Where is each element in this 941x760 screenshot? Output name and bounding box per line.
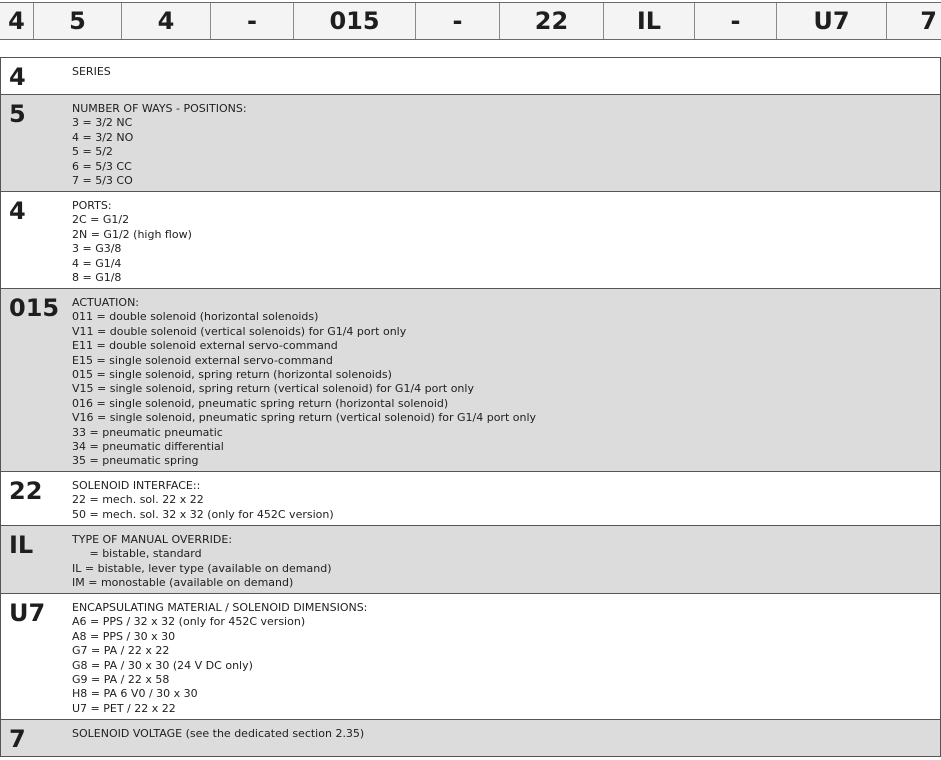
row-title: SOLENOID VOLTAGE (see the dedicated section 2.35): [72, 727, 365, 740]
option-line: U7 = PET / 22 x 22: [72, 701, 176, 715]
option-line: 22 = mech. sol. 22 x 22: [72, 493, 204, 507]
table-row-override: [1, 526, 940, 594]
row-code: 4: [9, 197, 26, 225]
code-actuation: 015: [293, 3, 415, 39]
row-description: [72, 727, 364, 741]
row-code: 4: [9, 63, 26, 91]
table-row-series: [1, 58, 940, 95]
option-line: 8 = G1/8: [72, 271, 122, 285]
row-description: [72, 102, 247, 188]
option-line: V11 = double solenoid (vertical solenoids) for G1/4 port only: [72, 324, 407, 338]
option-line: A6 = PPS / 32 x 32 (only for 452C version): [72, 615, 306, 629]
row-description: [72, 533, 331, 591]
code-override: IL: [603, 3, 694, 39]
code-series: 4: [8, 7, 25, 35]
table-row-material: [1, 594, 940, 720]
option-line: 34 = pneumatic differential: [72, 440, 224, 454]
option-line: 015 = single solenoid, spring return (horizontal solenoids): [72, 368, 392, 382]
option-line: A8 = PPS / 30 x 30: [72, 629, 176, 643]
row-code: 7: [9, 725, 26, 753]
option-line: 4 = 3/2 NO: [72, 130, 134, 144]
table-row-actuation: [1, 289, 940, 472]
option-line: 33 = pneumatic pneumatic: [72, 425, 223, 439]
option-line: 3 = G3/8: [72, 242, 122, 256]
code-separator: -: [694, 3, 776, 39]
option-line: 50 = mech. sol. 32 x 32 (only for 452C version): [72, 507, 334, 521]
row-code: U7: [9, 599, 46, 627]
option-line: V16 = single solenoid, pneumatic spring return (vertical solenoid) for G1/4 port only: [72, 411, 537, 425]
row-description: [72, 296, 536, 469]
option-line: IL = bistable, lever type (available on demand): [72, 561, 332, 575]
option-line: V15 = single solenoid, spring return (vertical solenoid) for G1/4 port only: [72, 382, 474, 396]
option-line: 6 = 5/3 CC: [72, 159, 132, 173]
row-title: SERIES: [72, 65, 111, 78]
option-line: 35 = pneumatic spring: [72, 454, 199, 468]
ordering-code-bar: [0, 2, 941, 40]
code-material: U7: [776, 3, 886, 39]
option-line: E11 = double solenoid external servo-command: [72, 339, 338, 353]
option-line: G7 = PA / 22 x 22: [72, 644, 170, 658]
option-line: 2N = G1/2 (high flow): [72, 227, 192, 241]
code-interface: 22: [499, 3, 603, 39]
code-separator: -: [210, 3, 293, 39]
table-row-voltage: [1, 720, 940, 757]
option-line: 016 = single solenoid, pneumatic spring return (horizontal solenoid): [72, 396, 449, 410]
row-description: [72, 199, 192, 285]
option-line: 4 = G1/4: [72, 256, 122, 270]
code-ways: 5: [33, 3, 121, 39]
option-line: H8 = PA 6 V0 / 30 x 30: [72, 687, 198, 701]
code-separator: -: [415, 3, 499, 39]
row-title: SOLENOID INTERFACE::: [72, 479, 201, 492]
code-explanation-table: [0, 57, 941, 757]
row-description: [72, 479, 334, 522]
option-line: E15 = single solenoid external servo-command: [72, 353, 333, 367]
table-row-interface: [1, 472, 940, 526]
option-line: 7 = 5/3 CO: [72, 174, 133, 188]
option-line: 011 = double solenoid (horizontal solenoids): [72, 310, 319, 324]
code-voltage: 7: [886, 3, 941, 39]
row-code: IL: [9, 531, 34, 559]
row-code: 22: [9, 477, 43, 505]
option-line: 2C = G1/2: [72, 213, 130, 227]
row-code: 5: [9, 100, 26, 128]
option-line: G9 = PA / 22 x 58: [72, 673, 170, 687]
option-line: 5 = 5/2: [72, 145, 113, 159]
table-row-ways: [1, 95, 940, 192]
option-line: G8 = PA / 30 x 30 (24 V DC only): [72, 658, 253, 672]
option-line: 3 = 3/2 NC: [72, 116, 133, 130]
row-description: [72, 65, 111, 79]
option-line: = bistable, standard: [72, 547, 202, 561]
option-line: IM = monostable (available on demand): [72, 576, 294, 590]
code-ports: 4: [121, 3, 210, 39]
row-title: NUMBER OF WAYS - POSITIONS:: [72, 102, 247, 115]
row-title: ENCAPSULATING MATERIAL / SOLENOID DIMENSIONS:: [72, 601, 368, 614]
row-title: PORTS:: [72, 199, 112, 212]
row-description: [72, 601, 367, 716]
row-code: 015: [9, 294, 60, 322]
row-title: TYPE OF MANUAL OVERRIDE:: [72, 533, 233, 546]
table-row-ports: [1, 192, 940, 289]
row-title: ACTUATION:: [72, 296, 140, 309]
